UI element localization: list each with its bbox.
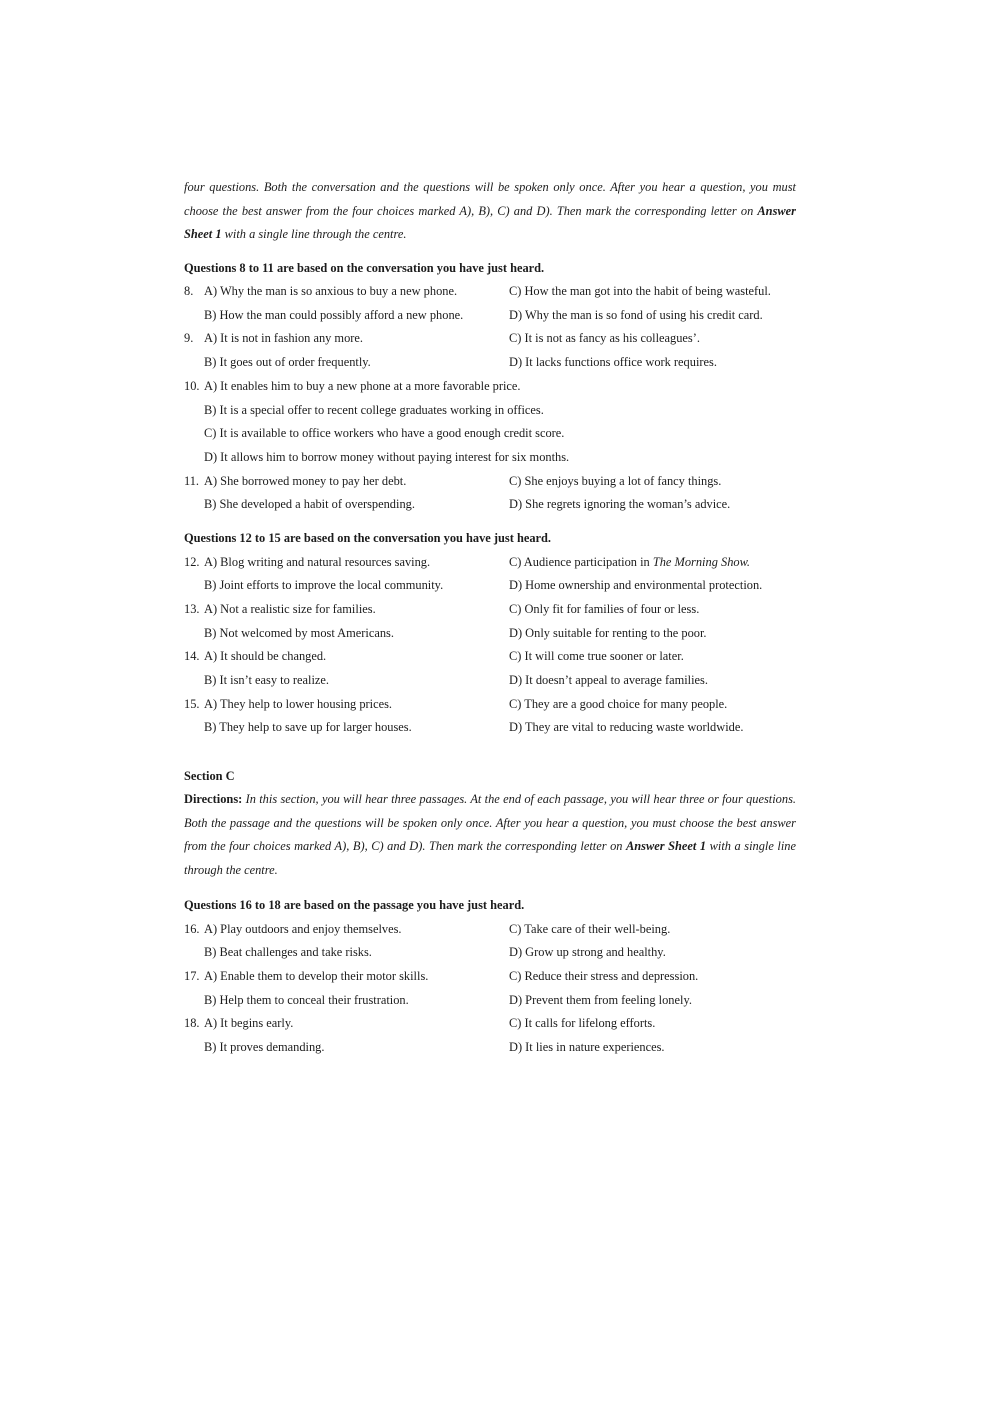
question-number: 16. [184, 921, 200, 936]
option-c-text: C) Audience participation in [509, 554, 653, 569]
section-c-directions [184, 788, 796, 882]
option-c: C) She enjoys buying a lot of fancy things. [509, 473, 722, 488]
option-c: C) It is not as fancy as his colleagues’. [509, 331, 700, 346]
intro-answer-sheet: Answer Sheet 1 [184, 203, 796, 241]
question-number: 12. [184, 554, 200, 569]
questions-8-11-heading: Questions 8 to 11 are based on the conversation you have just heard. [184, 260, 545, 275]
option-c [509, 551, 796, 575]
directions-text-1: In this section, you will hear three passages. At the end of each passage, you will hear three or four questions. Both the passage and the questions will be spoken only once. After you hear a question, you must choose the best answer from the four choices marked A), B), C) and D). Then mark the corresponding letter on [184, 792, 796, 854]
option-b: B) It is a special offer to recent college graduates working in offices. [204, 402, 544, 417]
option-d: D) It allows him to borrow money without paying interest for six months. [204, 449, 570, 464]
option-a: A) Not a realistic size for families. [204, 601, 376, 616]
questions-12-15-heading: Questions 12 to 15 are based on the conversation you have just heard. [184, 531, 552, 546]
option-b: B) It proves demanding. [204, 1040, 325, 1055]
option-c: C) How the man got into the habit of being wasteful. [509, 284, 771, 298]
option-a: A) It enables him to buy a new phone at a more favorable price. [204, 378, 521, 393]
option-d: D) Grow up strong and healthy. [509, 945, 666, 960]
option-a: A) They help to lower housing prices. [204, 696, 393, 711]
question-9 [184, 327, 796, 374]
directions-text-2: with a single line through the centre. [184, 839, 796, 877]
question-15 [184, 693, 796, 740]
option-d: D) It doesn’t appeal to average families. [509, 673, 708, 688]
option-a: A) It begins early. [204, 1016, 294, 1031]
option-c: C) Only fit for families of four or less. [509, 601, 700, 616]
option-d: D) She regrets ignoring the woman’s advice. [509, 497, 731, 512]
option-c: C) They are a good choice for many people. [509, 696, 728, 711]
option-d: D) Home ownership and environmental protection. [509, 578, 763, 593]
show-title: The Morning Show. [652, 554, 751, 569]
option-c: C) It is available to office workers who have a good enough credit score. [204, 426, 565, 441]
option-b: B) It goes out of order frequently. [204, 355, 371, 370]
question-17 [184, 965, 796, 1012]
option-c: C) It will come true sooner or later. [509, 649, 684, 664]
option-d: D) They are vital to reducing waste worldwide. [509, 720, 744, 735]
option-c: C) It calls for lifelong efforts. [509, 1016, 656, 1031]
question-12 [184, 551, 796, 598]
question-11 [184, 470, 796, 517]
exam-page [184, 176, 796, 1060]
option-c: C) Take care of their well-being. [509, 921, 671, 936]
option-d: D) Why the man is so fond of using his credit card. [509, 307, 763, 322]
option-b: B) Help them to conceal their frustration. [204, 992, 409, 1007]
option-d: D) It lacks functions office work requires. [509, 355, 717, 370]
option-a: A) It should be changed. [204, 649, 327, 664]
question-8 [184, 280, 796, 327]
directions-label: Directions: [184, 792, 243, 807]
question-number: 17. [184, 969, 200, 984]
option-a: A) Blog writing and natural resources saving. [204, 554, 431, 569]
question-number: 10. [184, 378, 200, 393]
option-b: B) She developed a habit of overspending. [204, 497, 415, 512]
option-b: B) Joint efforts to improve the local community. [204, 578, 444, 593]
option-a: A) She borrowed money to pay her debt. [204, 473, 407, 488]
option-c: C) Reduce their stress and depression. [509, 969, 699, 984]
option-b: B) How the man could possibly afford a new phone. [204, 307, 464, 322]
question-number: 18. [184, 1016, 200, 1031]
questions-16-18-heading: Questions 16 to 18 are based on the passage you have just heard. [184, 898, 525, 913]
question-16 [184, 918, 796, 965]
option-d: D) Prevent them from feeling lonely. [509, 992, 692, 1007]
question-number: 9. [184, 331, 194, 346]
option-a: A) Play outdoors and enjoy themselves. [204, 921, 402, 936]
question-number: 13. [184, 601, 200, 616]
option-b: B) It isn’t easy to realize. [204, 673, 330, 688]
option-b: B) Beat challenges and take risks. [204, 945, 372, 960]
option-a: A) Why the man is so anxious to buy a new phone. [204, 284, 458, 298]
intro-text-1: four questions. Both the conversation and the questions will be spoken only once. After you hear a question, you must choose the best answer from the four choices marked A), B), C) and D). Then mark the corresponding letter on [184, 180, 796, 218]
intro-directions [184, 176, 796, 247]
question-number: 8. [184, 284, 194, 298]
question-number: 15. [184, 696, 200, 711]
question-number: 11. [184, 473, 200, 488]
option-a: A) Enable them to develop their motor skills. [204, 969, 429, 984]
option-a: A) It is not in fashion any more. [204, 331, 363, 346]
intro-text-2: with a single line through the centre. [221, 227, 407, 241]
option-d: D) Only suitable for renting to the poor. [509, 625, 707, 640]
question-14 [184, 645, 796, 692]
question-number: 14. [184, 649, 200, 664]
directions-answer-sheet: Answer Sheet 1 [626, 839, 707, 854]
option-b: B) Not welcomed by most Americans. [204, 625, 394, 640]
question-10 [184, 375, 796, 470]
option-b: B) They help to save up for larger houses. [204, 720, 412, 735]
option-d: D) It lies in nature experiences. [509, 1040, 665, 1055]
section-c-title: Section C [184, 769, 235, 784]
question-13 [184, 598, 796, 645]
question-18 [184, 1012, 796, 1059]
